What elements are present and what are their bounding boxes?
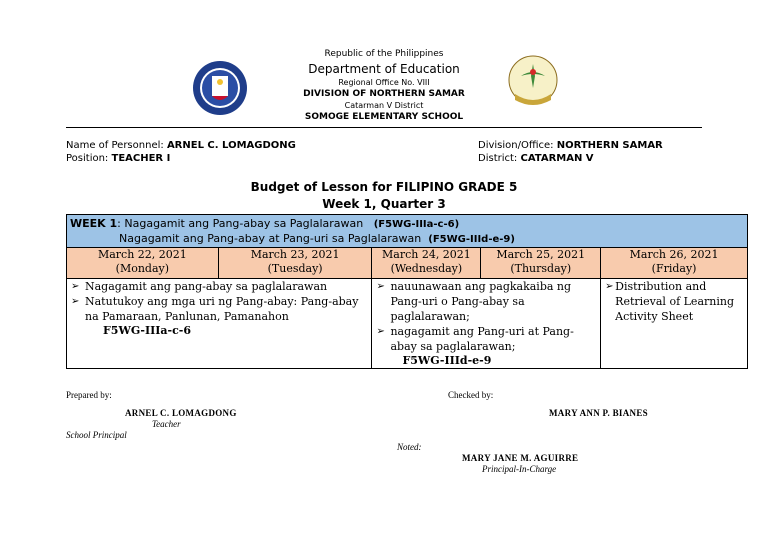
noted-name: MARY JANE M. AGUIRRE [462, 453, 579, 463]
header-regional-office: Regional Office No. VIII [338, 78, 430, 87]
date-row [67, 248, 748, 279]
date-wednesday: March 24, 2021 [382, 248, 471, 261]
noted-role: Principal-In-Charge [482, 464, 557, 474]
list-item: ➢ Natutukoy ang mga uri ng Pang-abay: Pang-abay na Pamaraan, Panlunan, Pamanahon [67, 294, 371, 324]
week-label: WEEK 1 [70, 217, 118, 230]
fri-list [601, 279, 747, 324]
name-label: Name of Personnel: [66, 140, 164, 151]
date-cell-tuesday [218, 248, 372, 279]
date-friday: March 26, 2021 [629, 248, 719, 261]
checked-label: Checked by: [448, 390, 494, 400]
document-subtitle: Week 1, Quarter 3 [322, 197, 446, 211]
header-divider [66, 127, 702, 128]
name-of-personnel [66, 140, 296, 151]
position-label: Position: [66, 153, 109, 164]
day-thursday: (Thursday) [510, 262, 572, 275]
content-mon-tue [67, 279, 372, 369]
week-line-1 [67, 215, 747, 232]
list-item: ➢ nauunawaan ang pagkakaiba ng Pang-uri o Pang-abay sa paglalarawan; [372, 279, 600, 324]
content-row [67, 279, 748, 369]
date-cell-monday [67, 248, 219, 279]
mon-tue-list [67, 279, 371, 324]
division-office [478, 140, 663, 151]
noted-label: Noted: [397, 442, 422, 452]
date-monday: March 22, 2021 [97, 248, 187, 261]
date-tuesday: March 23, 2021 [250, 248, 340, 261]
week-row [67, 215, 748, 248]
header-department: Department of Education [308, 62, 460, 76]
date-cell-wednesday [372, 248, 481, 279]
week-code-2: (F5WG-IIId-e-9) [428, 234, 515, 245]
list-item: ➢ nagagamit ang Pang-uri at Pang-abay sa paglalarawan; [372, 324, 600, 354]
division-value: NORTHERN SAMAR [556, 140, 663, 151]
week-line-2 [67, 232, 747, 247]
prepared-label: Prepared by: [66, 390, 112, 400]
checked-name: MARY ANN P. BIANES [549, 408, 648, 418]
district [478, 153, 594, 164]
week-cell [67, 215, 748, 248]
week-objective-2: Nagagamit ang Pang-abay at Pang-uri sa Paglalarawan [119, 232, 422, 245]
date-cell-thursday [481, 248, 601, 279]
week-objective-1: : Nagagamit ang Pang-abay sa Paglalarawan [117, 217, 364, 230]
date-cell-friday [601, 248, 748, 279]
date-thursday: March 25, 2021 [496, 248, 586, 261]
header-republic: Republic of the Philippines [324, 49, 444, 59]
prepared-name: ARNEL C. LOMAGDONG [125, 408, 237, 418]
document-title: Budget of Lesson for FILIPINO GRADE 5 [250, 180, 518, 194]
name-value: ARNEL C. LOMAGDONG [166, 140, 296, 151]
lesson-budget-table [66, 214, 748, 369]
wed-thu-code: F5WG-IIId-e-9 [402, 354, 492, 367]
wed-thu-list [372, 279, 600, 354]
content-fri [601, 279, 748, 369]
week-code-1: (F5WG-IIIa-c-6) [373, 219, 460, 230]
content-wed-thu [372, 279, 601, 369]
prepared-role: Teacher [152, 419, 181, 429]
list-item: ➢ Distribution and Retrieval of Learning Activity Sheet [601, 279, 747, 324]
list-item: ➢ Nagagamit ang pang-abay sa paglalarawan [67, 279, 371, 294]
checked-role: School Principal [66, 430, 127, 440]
district-value: CATARMAN V [520, 153, 594, 164]
day-wednesday: (Wednesday) [390, 262, 463, 275]
header-school: SOMOGE ELEMENTARY SCHOOL [304, 112, 464, 122]
position-value: TEACHER I [111, 153, 171, 164]
division-label: Division/Office: [478, 140, 554, 151]
header-division: DIVISION OF NORTHERN SAMAR [303, 89, 465, 99]
day-friday: (Friday) [651, 262, 697, 275]
day-tuesday: (Tuesday) [267, 262, 323, 275]
position [66, 153, 170, 164]
mon-tue-code: F5WG-IIIa-c-6 [103, 324, 192, 337]
header-district: Catarman V District [344, 101, 424, 110]
district-label: District: [478, 153, 518, 164]
day-monday: (Monday) [115, 262, 170, 275]
